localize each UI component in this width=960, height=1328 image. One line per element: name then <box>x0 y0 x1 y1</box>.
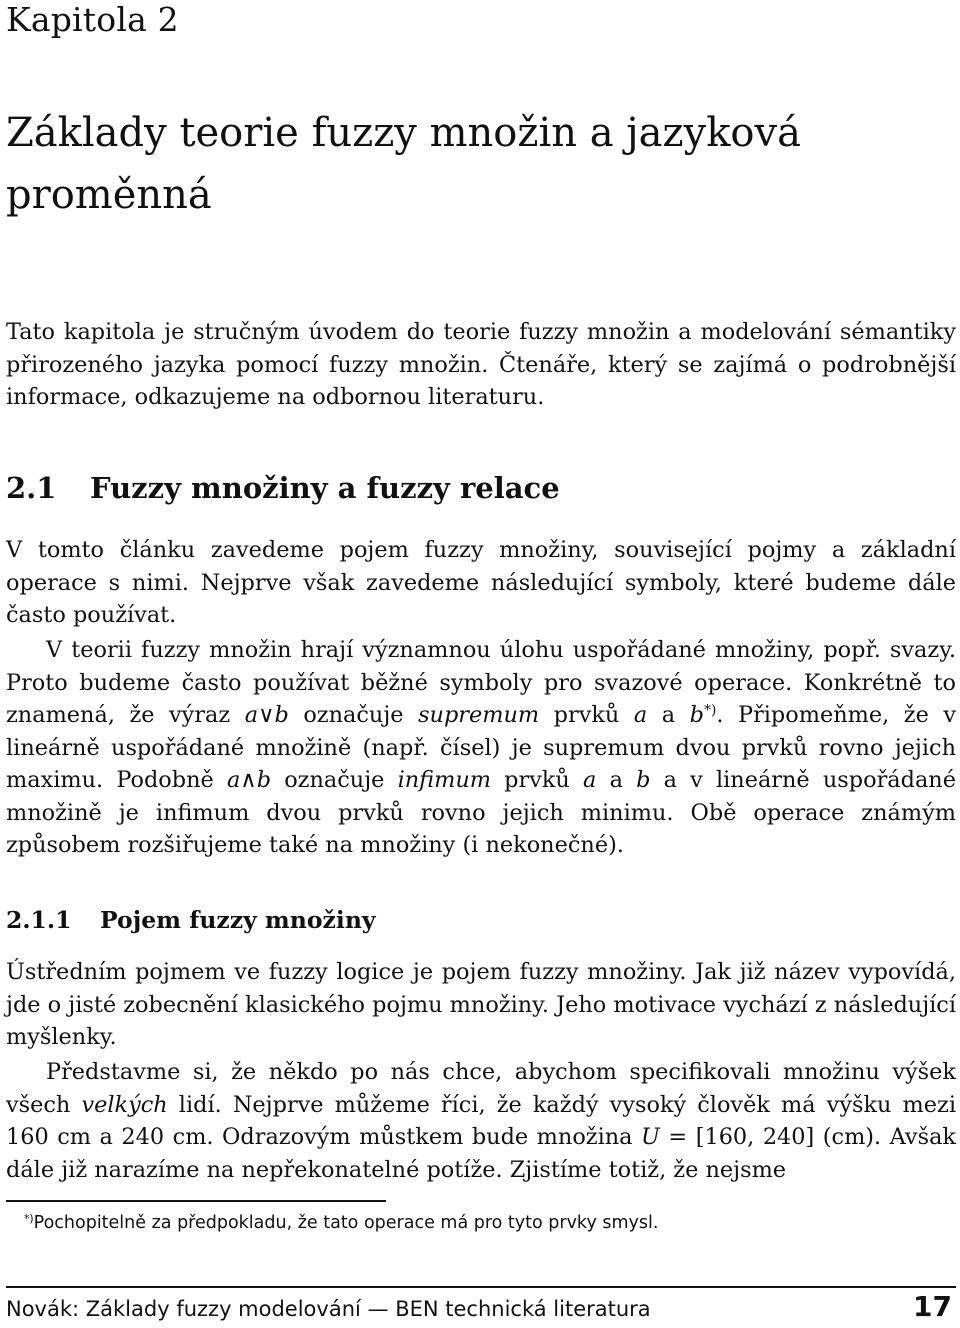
chapter-title: Základy teorie fuzzy množin a jazyková proměnná <box>6 110 801 218</box>
subsection-paragraph-2 <box>6 1056 956 1186</box>
math-variable-a: a <box>633 702 648 728</box>
text-run: a <box>647 702 690 728</box>
emphasis-velkych: velkých <box>81 1091 168 1118</box>
section-title: Fuzzy množiny a fuzzy relace <box>90 471 560 505</box>
text-run: = [160, 240] (cm). Avšak dále již narazíme na nepřekonatelné potíže. Zjistíme totiž, že nejsme <box>6 1124 956 1183</box>
intro-paragraph: Tato kapitola je stručným úvodem do teorie fuzzy množin a modelování sémantiky přirozeného jazyka pomocí fuzzy množin. Čtenáře, který se zajímá o podrobnější informace, odkazujeme na odbornou literaturu. <box>6 319 956 410</box>
math-variable-u: U <box>641 1124 660 1150</box>
text-run: označuje <box>288 702 419 728</box>
footer-divider <box>6 1286 956 1288</box>
subsection-paragraph-1: Ústředním pojmem ve fuzzy logice je pojem fuzzy množiny. Jak již název vypovídá, jde o jisté zobecnění klasického pojmu množiny. Jeho motivace vychází z následující myšlenky. <box>6 959 956 1050</box>
math-variable-b: b <box>636 767 651 793</box>
math-join-expression: a∨b <box>244 702 289 728</box>
text-run: V teorii fuzzy množin hrají významnou úlohu uspořádané množiny, popř. svazy. Proto budeme často používat běžné symboly pro svazové operace. Konkrétně to znamená, že výraz <box>6 637 956 728</box>
math-variable-b: b <box>689 702 704 728</box>
text-run: prvků <box>539 702 634 728</box>
footnote-divider <box>6 1200 386 1202</box>
subsection-title: Pojem fuzzy množiny <box>100 906 376 934</box>
footnote-text: Pochopitelně za předpokladu, že tato operace má pro tyto prvky smysl. <box>33 1213 659 1233</box>
section-paragraph-1: V tomto článku zavedeme pojem fuzzy množiny, související pojmy a základní operace s nimi. Nejprve však zavedeme následující symboly, které budeme dále často používat. <box>6 537 956 628</box>
text-run: Představme si, že někdo po nás chce, abychom specifikovali množinu výšek všech <box>6 1059 956 1118</box>
text-run: a v lineárně uspořádané množině je infimum dvou prvků rovno jejich minimu. Obě operace známým způsobem rozšiřujeme také na množiny (i nekonečné). <box>6 767 956 858</box>
text-run: lidí. Nejprve můžeme říci, že každý vysoký člověk má výšku mezi 160 cm a 240 cm. Odrazovým můstkem bude množina <box>6 1091 956 1150</box>
footnote-reference[interactable]: *) <box>704 702 717 719</box>
footer-citation: Novák: Základy fuzzy modelování — BEN technická literatura <box>6 1297 651 1321</box>
footnote-mark: *) <box>24 1212 34 1226</box>
subsection-number: 2.1.1 <box>6 906 72 934</box>
emphasis-supremum: supremum <box>418 702 540 728</box>
subsection-heading <box>6 904 376 936</box>
section-number: 2.1 <box>6 471 57 505</box>
emphasis-infimum: infimum <box>397 767 491 793</box>
text-run: prvků <box>491 767 584 793</box>
math-variable-a: a <box>583 767 597 793</box>
section-heading <box>6 470 560 506</box>
text-run: . Připomeňme, že v lineárně uspořádané množině (např. čísel) je supremum dvou prvků rovno jejich maximu. Podobně <box>6 702 956 793</box>
text-run: a <box>596 767 637 793</box>
chapter-label: Kapitola 2 <box>6 0 179 39</box>
footnote <box>24 1210 658 1236</box>
section-paragraph-2 <box>6 634 956 862</box>
text-run: označuje <box>271 767 398 793</box>
page-number: 17 <box>913 1290 952 1323</box>
math-meet-expression: a∧b <box>226 767 272 793</box>
